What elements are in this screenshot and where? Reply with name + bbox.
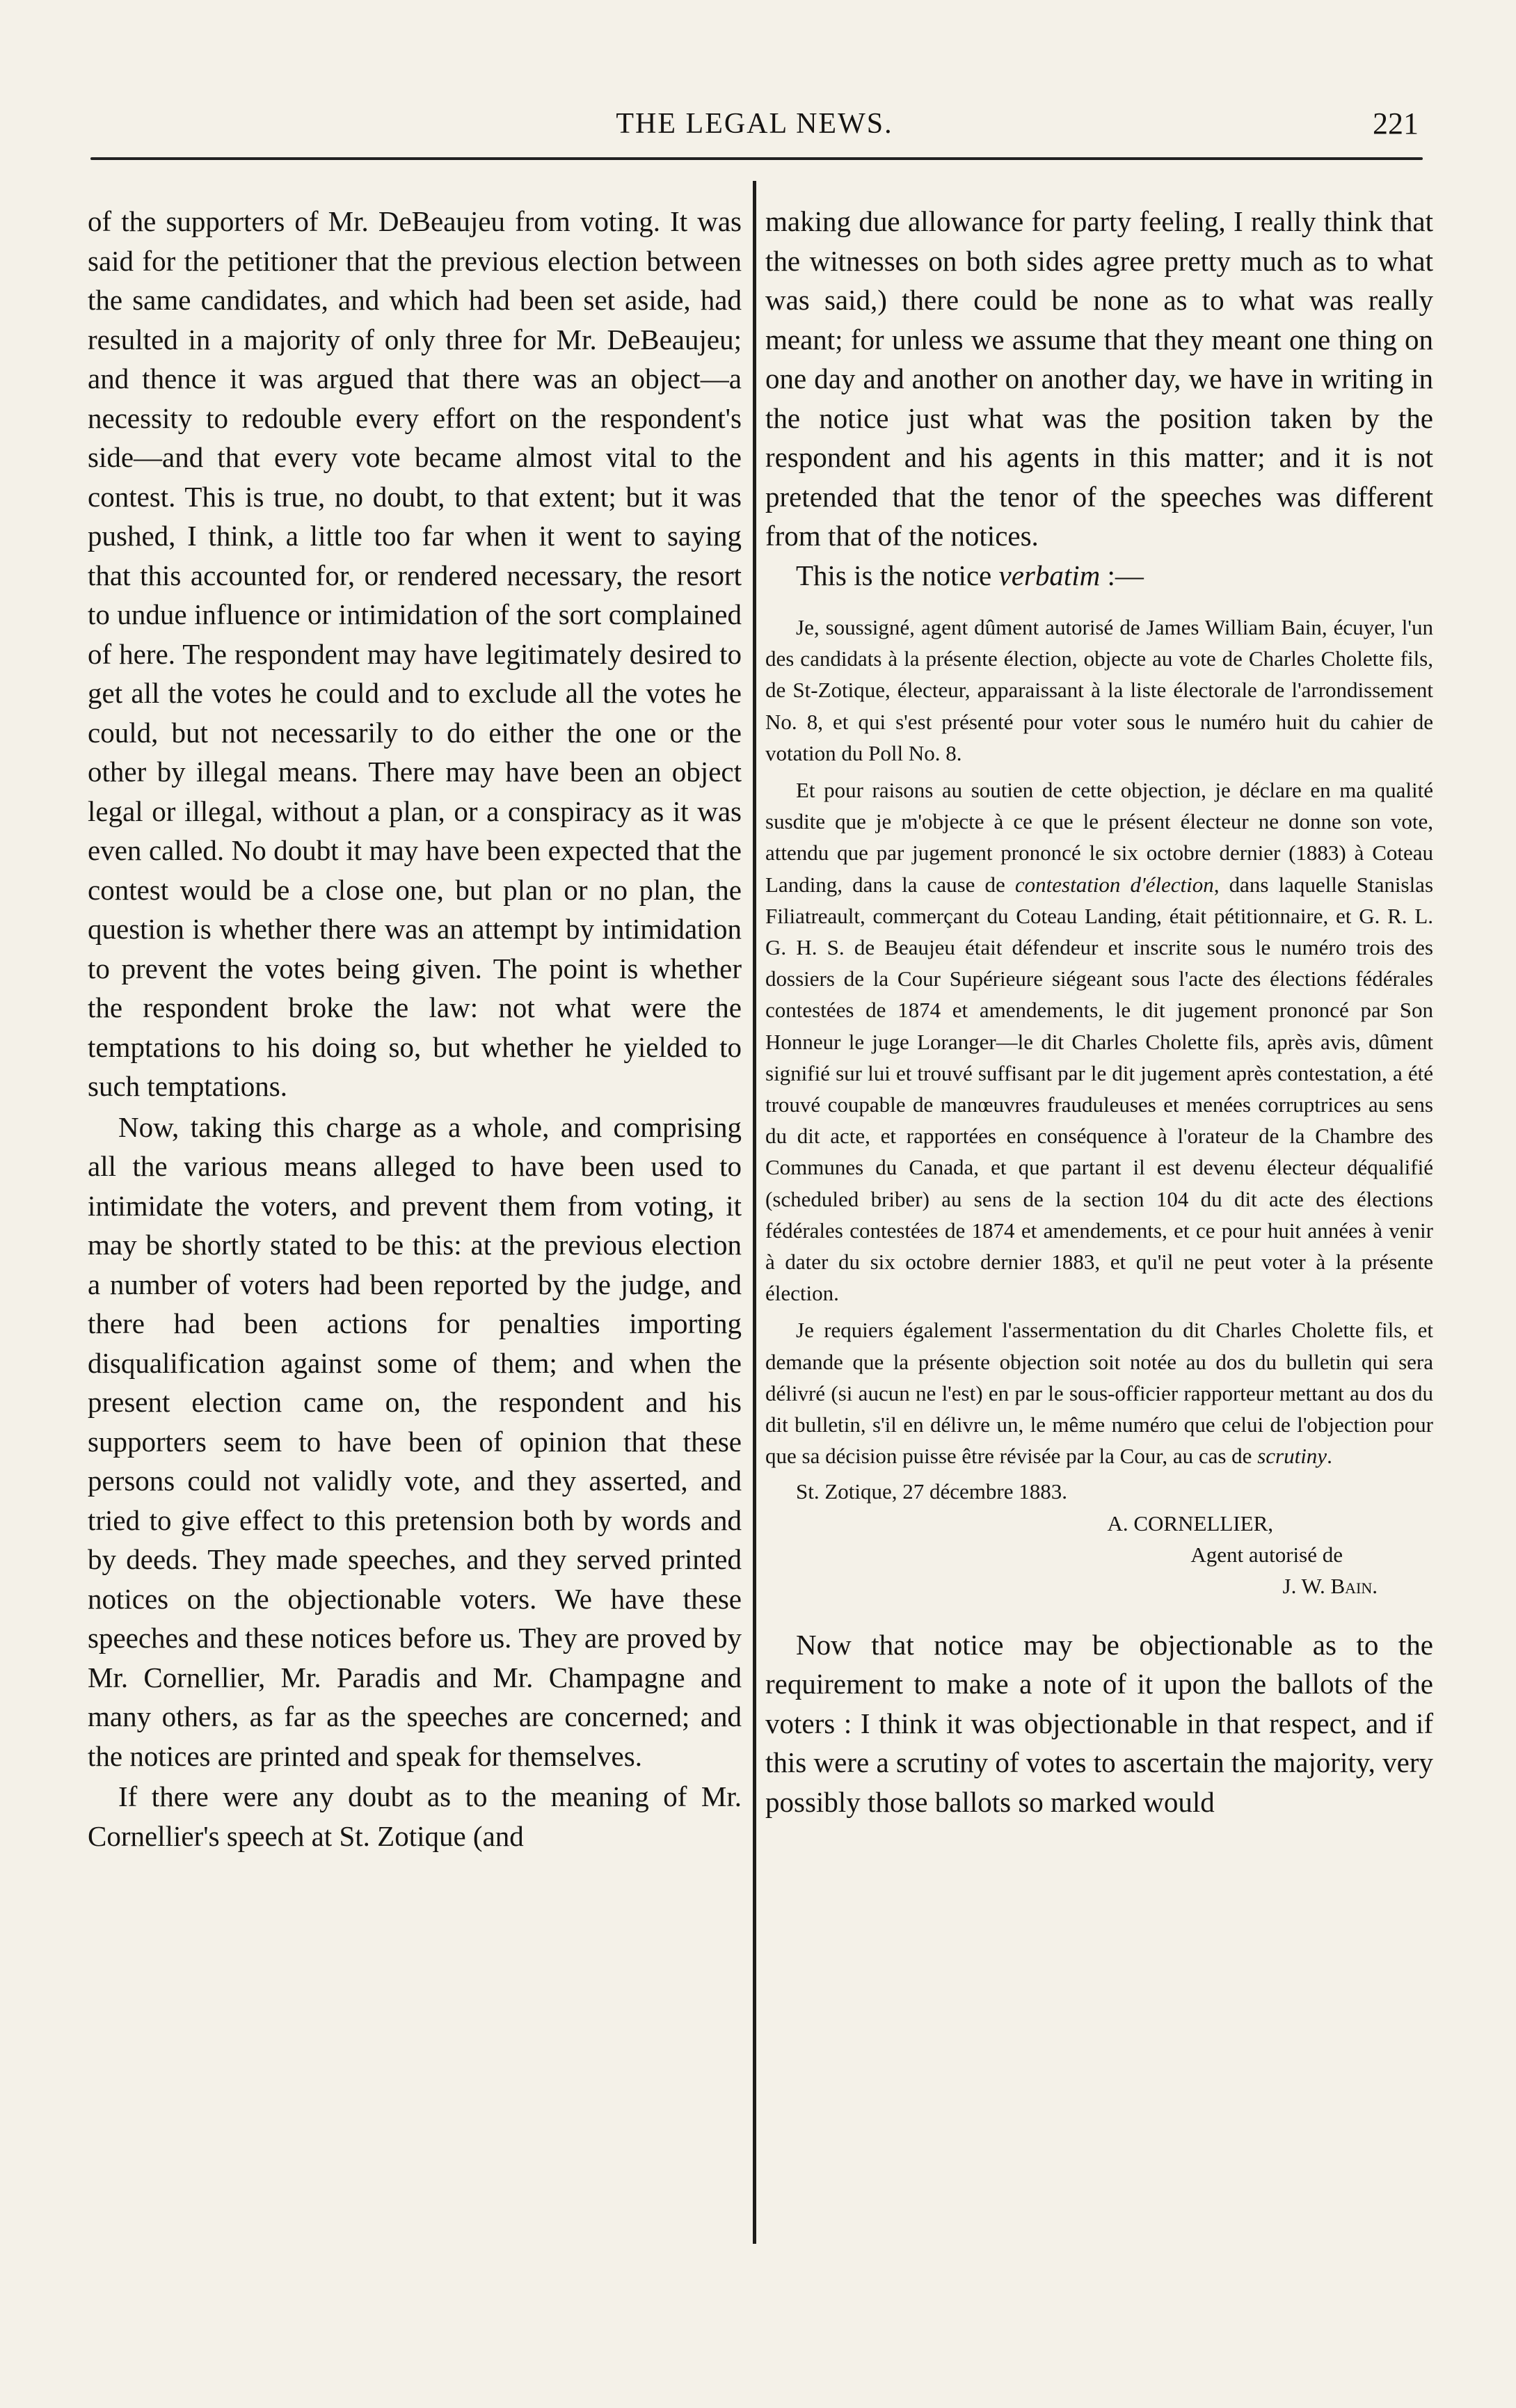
column-divider (753, 181, 756, 2244)
notice-p2-part-a: Et pour raisons au soutien de cette objection, je déclare en ma qualité susdite que je m'objecte à ce que le présent électeur ne donne son vote, attendu que par jugement prononcé le six octobre dernier (1883) à Coteau Landing, dans la cause de (765, 778, 1433, 897)
notice-p2-italic: contestation d'élection (1014, 872, 1214, 897)
notice-p3-part-b: . (1327, 1444, 1332, 1469)
page-header (90, 103, 1419, 159)
left-paragraph-3: If there were any doubt as to the meaning of Mr. Cornellier's speech at St. Zotique (and (88, 1780, 742, 1852)
running-head: THE LEGAL NEWS. (616, 108, 893, 140)
notice-intro (765, 556, 1433, 596)
notice-p3-part-a: Je requiers également l'assermentation du dit Charles Cholette fils, et demande que la présente objection soit notée au dos du bulletin qui sera délivré (si aucun ne l'est) en par le sous-officier rapporteur mettant au dos du dit bulletin, s'il en délivre un, le même numéro que celui de l'objection pour que sa décision puisse être révisée par la Cour, au cas de (765, 1318, 1433, 1469)
notice-paragraph-3 (765, 1314, 1433, 1472)
notice-paragraph-1: Je, soussigné, agent dûment autorisé de James William Bain, écuyer, l'un des candidats à la présente élection, objecte au vote de Charles Cholette fils, de St-Zotique, électeur, apparaissant à la liste électorale de l'arrondissement No. 8, et qui s'est présenté pour voter sous le numéro huit du cahier de votation du Poll No. 8. (765, 615, 1433, 765)
notice-intro-tail: :— (1100, 559, 1144, 591)
signature-name: A. CORNELLIER, (1107, 1510, 1273, 1536)
left-paragraph-2: Now, taking this charge as a whole, and comprising all the various means alleged to have been used to intimidate the voters, and prevent them from voting, it may be shortly stated to be this: at the previous election a number of voters had been reported by the judge, and there had been actions for penalties importing disqualification against some of them; and when the present election came on, the respondent and his supporters seem to have been of opinion that these persons could not validly vote, and they asserted, and tried to give effect to this pretension both by words and by deeds. They made speeches, and they served printed notices on the objectionable voters. We have these speeches and these notices before us. They are proved by Mr. Cornellier, Mr. Paradis and Mr. Champagne and many others, as far as the speeches are concerned; and the notices are printed and speak for themselves. (88, 1110, 742, 1772)
left-column (88, 202, 742, 1856)
right-paragraph-1: making due allowance for party feeling, I really think that the witnesses on both sides agree pretty much as to what was said,) there could be none as to what was really meant; for unless we assume that they meant one thing on one day and another on another day, we have in writing in the notice just what was the position taken by the respondent and his agents in this matter; and it is not pretended that the tenor of the speeches was different from that of the notices. (765, 205, 1433, 552)
notice-p2-part-b: , dans laquelle Stanislas Filiatreault, commerçant du Coteau Landing, était pétitionnaire, et G. R. L. G. H. S. de Beaujeu était défendeur et inscrite sous le numéro trois des dossiers de la Cour Supérieure siégeant sous l'acte des élections fédérales contestées de 1874 et amendements, le dit jugement prononcé par Son Honneur le juge Loranger—le dit Charles Cholette fils, après avis, dûment signifié sur lui et trouvé suffisant par le dit jugement après contestation, a été trouvé coupable de manœuvres frauduleuses et menées corruptrices au sens du dit acte, et rapportées en conséquence à l'orateur de la Chambre des Communes du Canada, et que partant il est devenu électeur déqualifié (scheduled briber) au sens de la section 104 du dit acte des élections fédérales contestées de 1874 et amendements, et ce pour huit années à venir à dater du six octobre dernier 1883, et qu'il ne peut voter à la présente élection. (765, 872, 1434, 1306)
notice-p3-italic: scrutiny (1257, 1444, 1327, 1469)
signature-title: Agent autorisé de (1190, 1542, 1343, 1567)
page-number: 221 (1373, 106, 1419, 141)
notice-paragraph-2 (765, 774, 1433, 1309)
signature-principal: J. W. Bain. (1282, 1573, 1378, 1598)
left-paragraph-1: of the supporters of Mr. DeBeaujeu from voting. It was said for the petitioner that the previous election between the same candidates, and which had been set aside, had resulted in a majority of only three for Mr. DeBeaujeu; and thence it was argued that there was an object—a necessity to redouble every effort on the respondent's side—and that every vote became almost vital to the contest. This is true, no doubt, to that extent; but it was pushed, I think, a little too far when it went to saying that this accounted for, or rendered necessary, the resort to undue influence or intimidation of the sort complained of here. The respondent may have legitimately desired to get all the votes he could and to exclude all the votes he could, but not necessarily to do either the one or the other by illegal means. There may have been an object legal or illegal, without a plan, or a conspiracy as it was even called. No doubt it may have been expected that the contest would be a close one, but plan or no plan, the question is whether there was an attempt by intimidation to prevent the votes being given. The point is whether the respondent broke the law: not what were the temptations to his doing so, but whether he yielded to such temptations. (88, 205, 742, 1102)
right-column (765, 202, 1433, 1821)
notice-intro-italic: verbatim (998, 559, 1101, 591)
notice-date: St. Zotique, 27 décembre 1883. (796, 1479, 1067, 1504)
notice-intro-lead: This is the notice (796, 559, 999, 591)
notice-verbatim (765, 612, 1433, 1602)
right-paragraph-3: Now that notice may be objectionable as to the requirement to make a note of it upon the ballots of the voters : I think it was objectionable in that respect, and if this were a scrutiny of votes to ascertain the majority, very possibly those ballots so marked would (765, 1628, 1433, 1818)
header-rule (90, 157, 1423, 160)
